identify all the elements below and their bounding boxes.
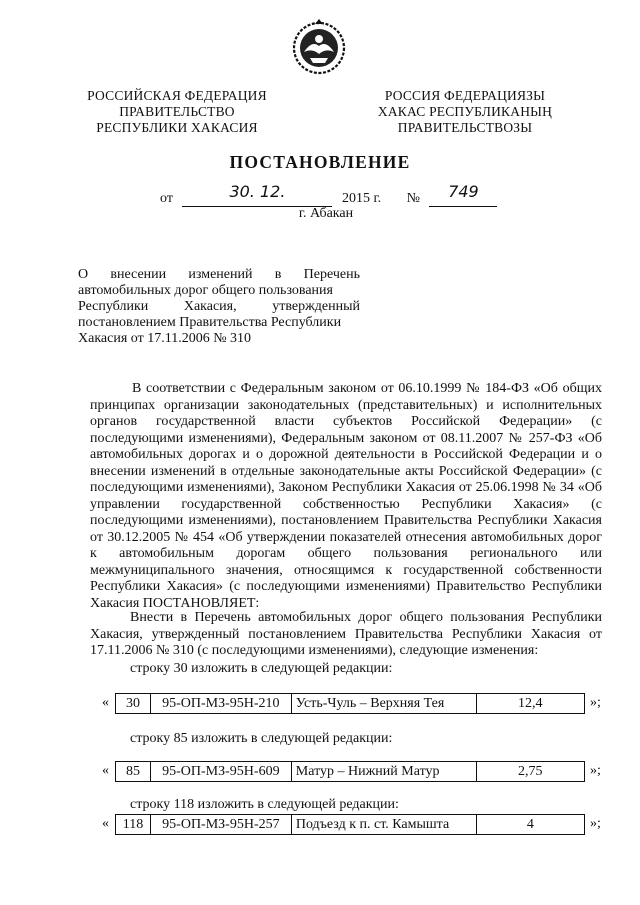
road-length-cell: 12,4 [476,694,584,714]
subject-line-4: постановлением Правительства Республики [78,315,342,330]
header-right-line-1: РОССИЯ ФЕДЕРАЦИЯЗЫ [384,88,546,103]
amendment-instruction-2: строку 85 изложить в следующей редакции: [130,731,393,746]
amendment-instruction-3: строку 118 изложить в следующей редакции: [130,797,399,812]
close-quote-1: »; [590,695,601,710]
header-left-line-2: ПРАВИТЕЛЬСТВО [119,104,235,119]
city-name: г. Абакан [298,206,354,221]
close-quote-2: »; [590,763,601,778]
road-name-cell: Усть-Чуль – Верхняя Тея [291,694,476,714]
road-id-cell: 95-ОП-МЗ-95Н-609 [150,762,291,782]
document-title: ПОСТАНОВЛЕНИЕ [229,152,411,172]
amendment-instruction-1: строку 30 изложить в следующей редакции: [130,661,393,676]
date-field [182,182,332,207]
preamble-paragraph: В соответствии с Федеральным законом от 06.10.1999 № 184-ФЗ «Об общих принципах организации законодательных (представительных) и исполнительных органов государственной власти субъектов Российской Федерации» (с последующими изменениями), Федеральным законом от 08.11.2007 № 257-ФЗ «Об автомобильных дорогах и о дорожной деятельности в Российской Федерации и о внесении изменений в отдельные законодательные акты Российской Федерации» (с последующими изменениями), Законом Республики Хакасия от 25.06.1998 № 34 «Об управлении государственной собственностью Республики Хакасия» (с последующими изменениями), постановлением Правительства Республики Хакасия от 30.12.2005 № 454 «Об утверждении показателей отнесения автомобильных дорог к автомобильным дорогам общего пользования регионального или межмуниципального значения, относящимся к государственной собственности Республики Хакасия» (с последующими изменениями) Правительство Республики Хакасия ПОСТАНОВЛЯЕТ: [90,381,602,611]
row-number-cell: 30 [116,694,151,714]
road-id-cell: 95-ОП-МЗ-95Н-257 [150,815,291,835]
open-quote-3: « [102,816,109,831]
date-prefix: от [160,191,173,206]
number-field [429,182,497,207]
header-right-line-2: ХАКАС РЕСПУБЛИКАНЫҢ [377,104,553,119]
number-handwritten: 749 [448,182,479,201]
table-row [116,694,585,714]
close-quote-3: »; [590,816,601,831]
road-id-cell: 95-ОП-МЗ-95Н-210 [150,694,291,714]
table-row [116,762,585,782]
header-left-line-3: РЕСПУБЛИКИ ХАКАСИЯ [96,120,258,135]
subject-line-5: Хакасия от 17.11.2006 № 310 [78,331,252,346]
date-handwritten: 30. 12. [229,182,286,201]
document-subject [78,267,360,347]
header-right-line-3: ПРАВИТЕЛЬСТВОЗЫ [397,120,533,135]
row-number-cell: 85 [116,762,151,782]
road-length-cell: 4 [476,815,584,835]
subject-line-3: Республики Хакасия, утвержденный [78,299,360,314]
header-right-block [350,88,580,136]
road-name-cell: Матур – Нижний Матур [291,762,476,782]
row-number-cell: 118 [116,815,151,835]
coat-of-arms-emblem [290,18,348,76]
subject-line-1: О внесении изменений в Перечень [78,267,360,282]
resolution-paragraph: Внести в Перечень автомобильных дорог общего пользования Республики Хакасия, утвержденный постановлением Правительства Республики Хакасия от 17.11.2006 № 310 (с последующими изменениями), следующие изменения: [90,610,602,658]
amendment-table-2 [115,761,585,782]
year-text: 2015 г. [341,191,382,206]
open-quote-2: « [102,763,109,778]
amendment-table-3 [115,814,585,835]
road-length-cell: 2,75 [476,762,584,782]
open-quote-1: « [102,695,109,710]
amendment-table-1 [115,693,585,714]
table-row [116,815,585,835]
header-left-block [62,88,292,136]
number-sign: № [406,191,420,206]
header-left-line-1: РОССИЙСКАЯ ФЕДЕРАЦИЯ [87,88,267,103]
road-name-cell: Подъезд к п. ст. Камышта [291,815,476,835]
date-line [160,182,497,208]
subject-line-2: автомобильных дорог общего пользования [78,283,333,298]
